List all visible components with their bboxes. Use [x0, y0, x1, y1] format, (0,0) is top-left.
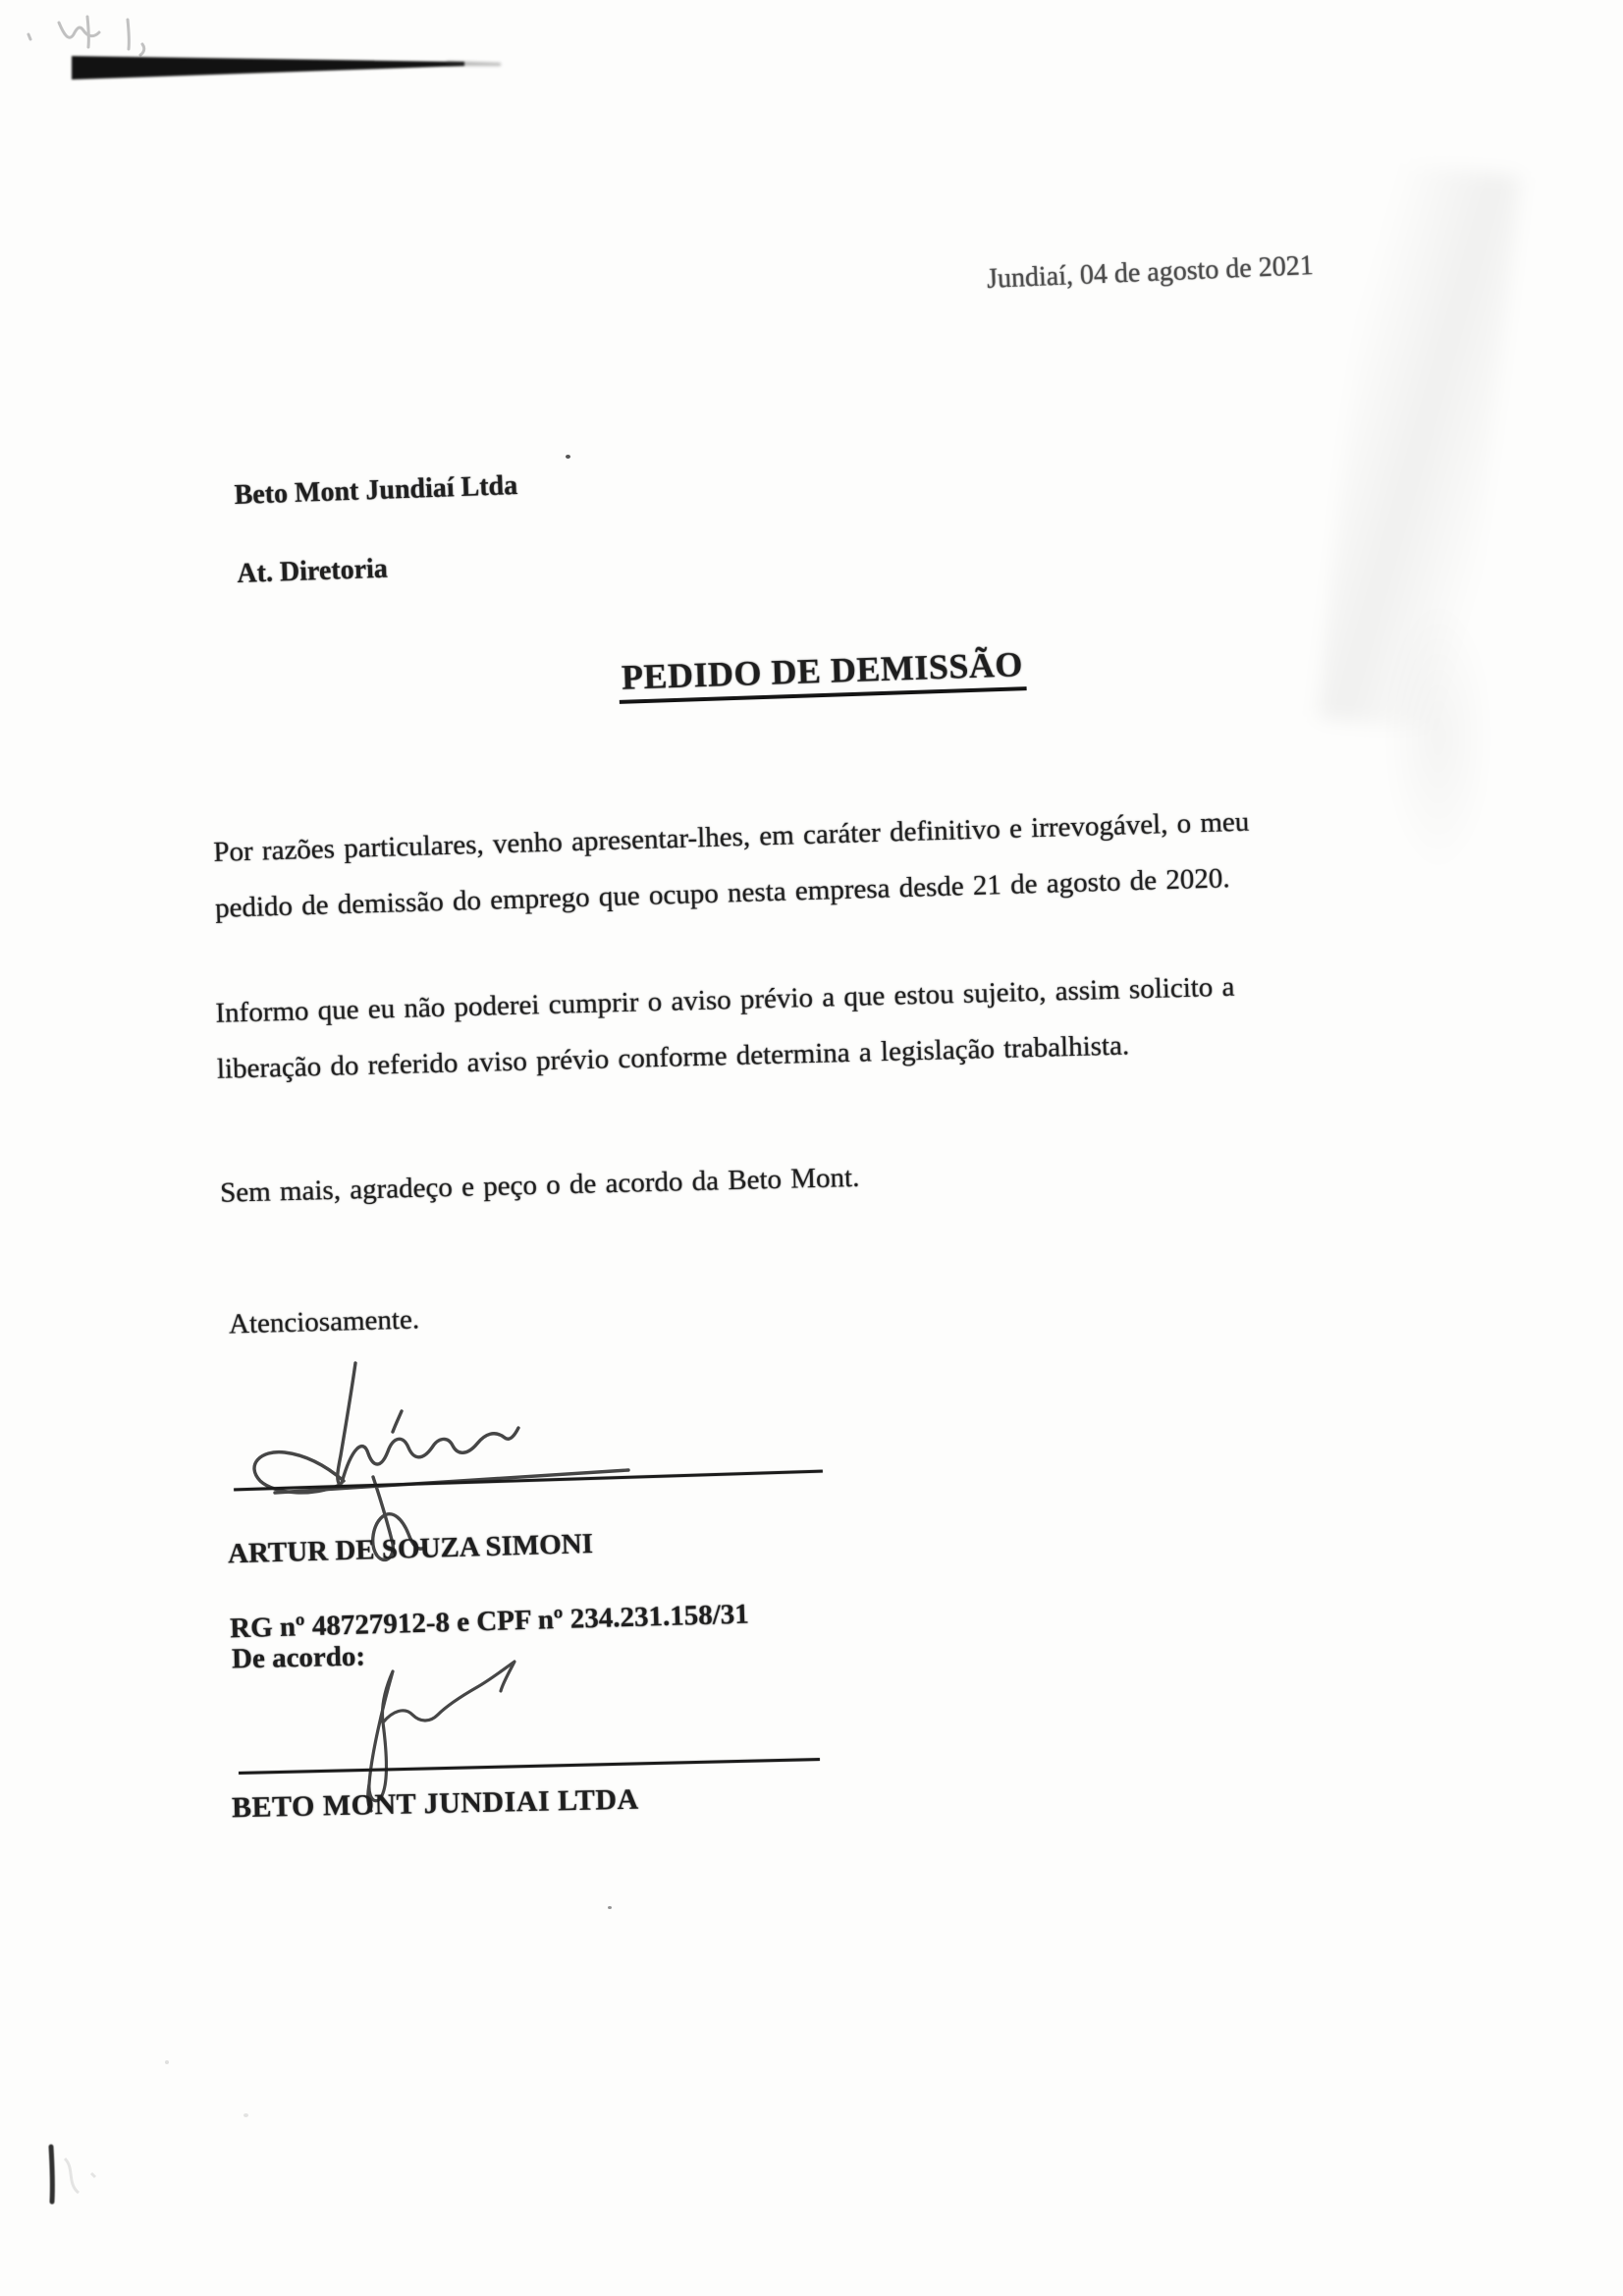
document-title: PEDIDO DE DEMISSÃO [618, 643, 1026, 704]
paragraph-request: Por razões particulares, venho apresentar-lhes, em caráter definitivo e irrevogável, o meu pedido de demissão do emprego que ocupo nesta empresa desde 21 de agosto de 2020. [212, 805, 1250, 924]
paragraph-thanks: Sem mais, agradeço e peço o de acordo da Beto Mont. [219, 1161, 860, 1209]
ink-speck [608, 1906, 612, 1909]
recipient-attention: At. Diretoria [236, 553, 389, 590]
recipient-block [233, 427, 522, 633]
paragraph-notice: Informo que eu não poderei cumprir o aviso prévio a que estou sujeito, assim solicito a liberação do referido aviso prévio conforme determina a legislação trabalhista. [215, 970, 1235, 1085]
scan-edge-mark [37, 2139, 126, 2217]
ink-speck [165, 2060, 169, 2064]
scan-smudge-artifact [54, 34, 515, 93]
ink-speck [243, 2113, 248, 2117]
date-line: Jundiaí, 04 de agosto de 2021 [986, 250, 1315, 295]
recipient-company: Beto Mont Jundiaí Ltda [234, 469, 518, 512]
employee-name: ARTUR DE SOUZA SIMONI [227, 1528, 594, 1570]
closing-salutation: Atenciosamente. [228, 1303, 420, 1340]
ink-speck [566, 455, 570, 459]
agreement-label: De acordo: [231, 1640, 366, 1675]
employee-id-line: RG nº 48727912-8 e CPF nº 234.231.158/31 [229, 1598, 750, 1645]
company-name-signature: BETO MONT JUNDIAI LTDA [231, 1782, 640, 1825]
scan-shading-streak [1317, 161, 1522, 734]
